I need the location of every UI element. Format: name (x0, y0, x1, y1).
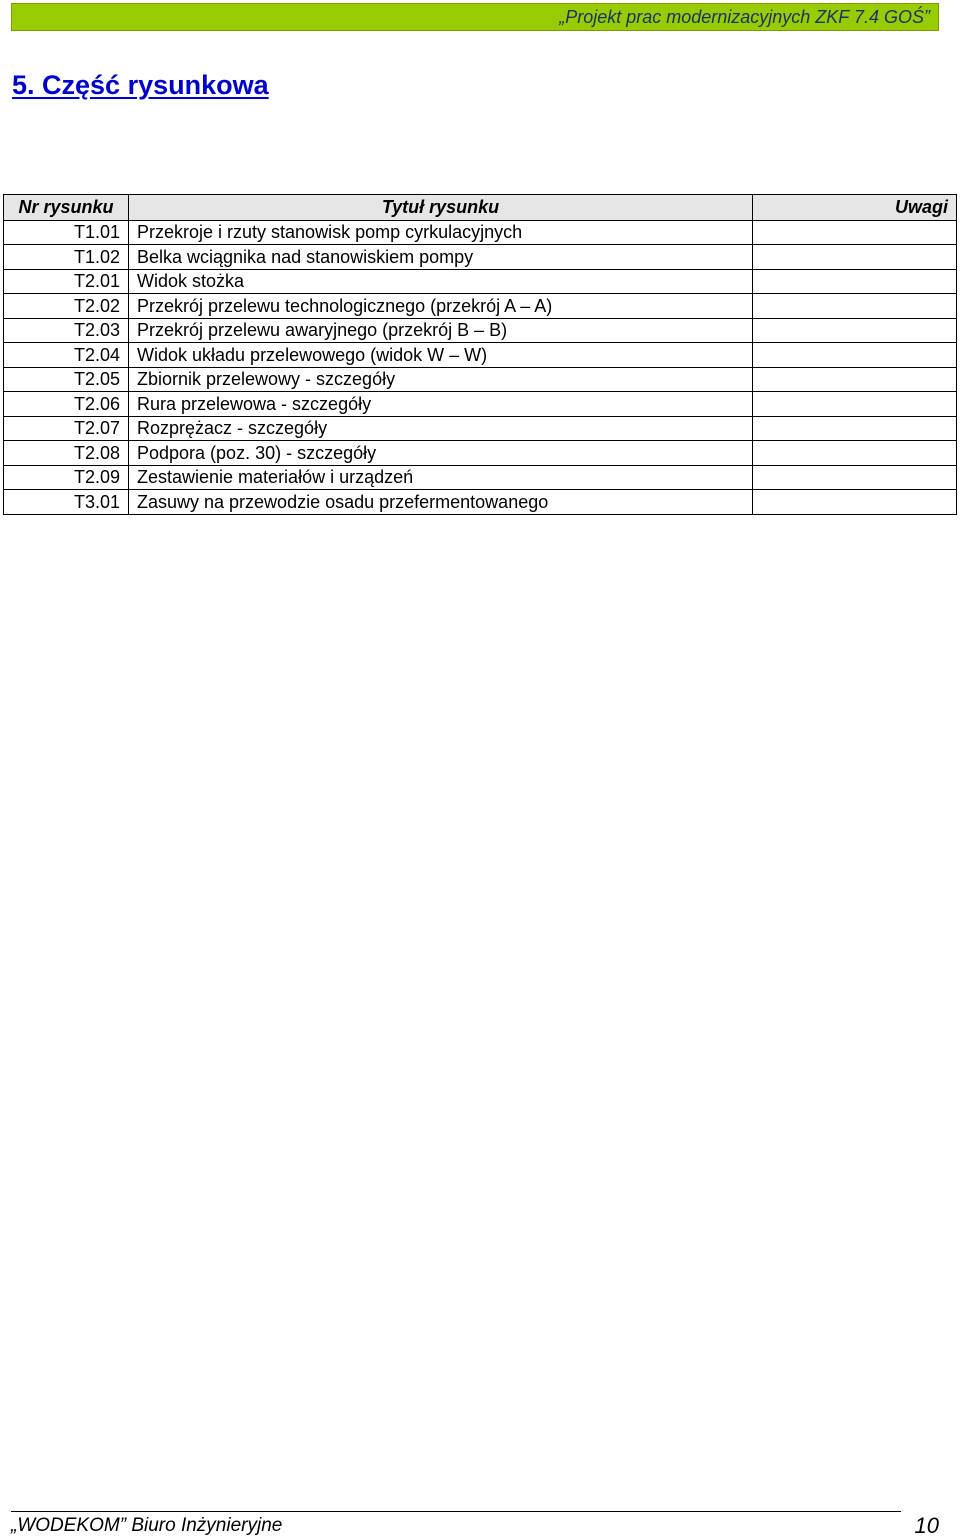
table-row (4, 441, 957, 466)
cell-nr: T2.04 (4, 343, 129, 368)
cell-nr: T2.07 (4, 416, 129, 441)
page-number: 10 (914, 1513, 939, 1538)
cell-nr: T2.08 (4, 441, 129, 466)
cell-nr: T2.02 (4, 294, 129, 319)
table-row (4, 392, 957, 417)
cell-title: Belka wciągnika nad stanowiskiem pompy (129, 245, 753, 270)
cell-nr: T1.01 (4, 220, 129, 245)
project-title: „Projekt prac modernizacyjnych ZKF 7.4 GOŚ” (559, 7, 930, 27)
cell-nr: T3.01 (4, 490, 129, 515)
header-notes: Uwagi (753, 195, 957, 221)
header-bar (11, 3, 939, 31)
cell-notes (753, 465, 957, 490)
cell-title: Rura przelewowa - szczegóły (129, 392, 753, 417)
cell-notes (753, 441, 957, 466)
cell-title: Widok stożka (129, 269, 753, 294)
drawings-table (3, 194, 957, 515)
table-row (4, 416, 957, 441)
table-row (4, 220, 957, 245)
cell-title: Przekrój przelewu technologicznego (przekrój A – A) (129, 294, 753, 319)
cell-notes (753, 490, 957, 515)
cell-notes (753, 220, 957, 245)
cell-nr: T2.06 (4, 392, 129, 417)
cell-nr: T2.01 (4, 269, 129, 294)
cell-nr: T2.09 (4, 465, 129, 490)
cell-notes (753, 343, 957, 368)
table-body (4, 220, 957, 514)
cell-title: Widok układu przelewowego (widok W – W) (129, 343, 753, 368)
table-row (4, 245, 957, 270)
cell-title: Zbiornik przelewowy - szczegóły (129, 367, 753, 392)
cell-notes (753, 416, 957, 441)
table-row (4, 490, 957, 515)
table-row (4, 367, 957, 392)
cell-notes (753, 269, 957, 294)
cell-title: Podpora (poz. 30) - szczegóły (129, 441, 753, 466)
cell-nr: T2.05 (4, 367, 129, 392)
table-row (4, 294, 957, 319)
footer-divider (11, 1511, 901, 1512)
cell-title: Przekroje i rzuty stanowisk pomp cyrkulacyjnych (129, 220, 753, 245)
cell-title: Zestawienie materiałów i urządzeń (129, 465, 753, 490)
cell-notes (753, 294, 957, 319)
table-row (4, 318, 957, 343)
header-nr: Nr rysunku (4, 195, 129, 221)
header-title: Tytuł rysunku (129, 195, 753, 221)
section-title: 5. Część rysunkowa (12, 70, 269, 100)
cell-nr: T1.02 (4, 245, 129, 270)
cell-title: Zasuwy na przewodzie osadu przefermentowanego (129, 490, 753, 515)
footer-company: „WODEKOM” Biuro Inżynieryjne (11, 1515, 283, 1536)
table-header-row (4, 195, 957, 221)
cell-notes (753, 245, 957, 270)
cell-title: Przekrój przelewu awaryjnego (przekrój B – B) (129, 318, 753, 343)
table-row (4, 465, 957, 490)
cell-notes (753, 367, 957, 392)
table-row (4, 343, 957, 368)
cell-notes (753, 318, 957, 343)
cell-notes (753, 392, 957, 417)
cell-title: Rozprężacz - szczegóły (129, 416, 753, 441)
cell-nr: T2.03 (4, 318, 129, 343)
table-row (4, 269, 957, 294)
